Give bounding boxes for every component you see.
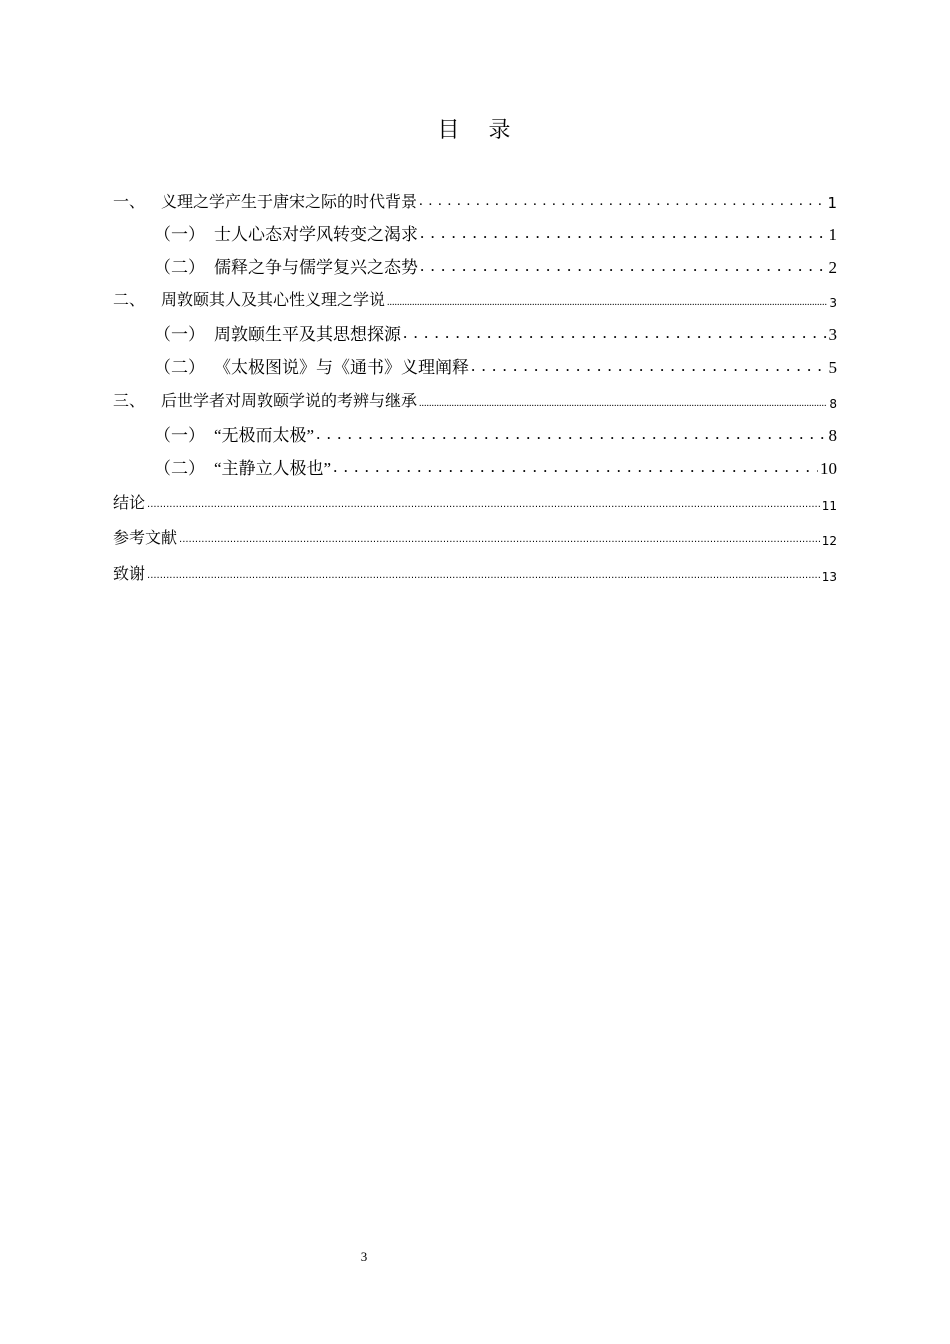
toc-entry-page: 1 [827, 194, 837, 212]
toc-entry-page: 11 [821, 499, 837, 513]
toc-subentry[interactable] [154, 455, 837, 479]
toc-entry-number: （一） [154, 225, 205, 244]
dot-leader [419, 391, 827, 411]
toc-entry-title: 士人心态对学风转变之渴求 [214, 225, 418, 244]
dot-leader [420, 225, 827, 245]
toc-subentry[interactable] [154, 321, 837, 345]
dot-leader [179, 528, 820, 548]
toc-entry-number: （二） [154, 258, 205, 277]
dot-leader [387, 290, 827, 310]
toc-entry-page: 2 [828, 258, 837, 277]
toc-entry-page: 1 [828, 225, 837, 244]
toc-entry-title: 后世学者对周敦颐学说的考辨与继承 [161, 391, 418, 410]
toc-entry-page: 10 [820, 459, 837, 478]
toc-subentry[interactable] [154, 422, 837, 446]
toc-entry-title: 周敦颐生平及其思想探源 [214, 325, 401, 344]
toc-entry-number: 二、 [113, 290, 146, 309]
dot-leader [316, 426, 826, 446]
page-number: 3 [360, 1249, 368, 1264]
toc-subentry[interactable] [154, 254, 837, 278]
toc-entry-number: （一） [154, 325, 205, 344]
toc-entry-title: 致谢 [113, 564, 146, 583]
toc-entry-title: 儒释之争与儒学复兴之态势 [214, 258, 418, 277]
dot-leader [147, 493, 820, 513]
toc-entry-conclusion[interactable] [113, 489, 837, 513]
toc-subentry[interactable] [154, 221, 837, 245]
toc-subentry[interactable] [154, 354, 837, 378]
toc-entry-title: “无极而太极” [214, 426, 315, 445]
toc-entry-title: 义理之学产生于唐宋之际的时代背景 [161, 192, 418, 211]
toc-entry-number: 三、 [113, 391, 146, 410]
dot-leader [419, 192, 825, 212]
toc-entry-number: （二） [154, 358, 205, 377]
dot-leader [403, 325, 827, 345]
toc-entry-references[interactable] [113, 524, 837, 548]
dot-leader [333, 459, 818, 479]
toc-entry-number: （二） [154, 459, 205, 478]
toc-entry-number: （一） [154, 426, 205, 445]
dot-leader [420, 258, 827, 278]
toc-entry-page: 8 [829, 397, 837, 411]
toc-entry-page: 3 [829, 296, 837, 310]
toc-entry[interactable] [113, 188, 837, 212]
toc-entry-acknowledgements[interactable] [113, 560, 837, 584]
dot-leader [471, 358, 827, 378]
toc-entry-title: “主静立人极也” [214, 459, 332, 478]
toc-entry-page: 12 [821, 534, 837, 548]
toc-entry-page: 13 [821, 570, 837, 584]
toc-title: 目 录 [437, 118, 513, 143]
toc-entry-title: 结论 [113, 493, 146, 512]
toc-entry-title: 《太极图说》与《通书》义理阐释 [214, 358, 469, 377]
toc-entry-title: 参考文献 [113, 528, 178, 547]
toc-entry-page: 5 [828, 358, 837, 377]
toc-entry[interactable] [113, 387, 837, 411]
toc-entry-number: 一、 [113, 192, 146, 211]
toc-entry-title: 周敦颐其人及其心性义理之学说 [161, 290, 386, 309]
dot-leader [147, 564, 820, 584]
toc-entry-page: 3 [828, 325, 837, 344]
toc-entry-page: 8 [828, 426, 837, 445]
toc-entry[interactable] [113, 286, 837, 310]
